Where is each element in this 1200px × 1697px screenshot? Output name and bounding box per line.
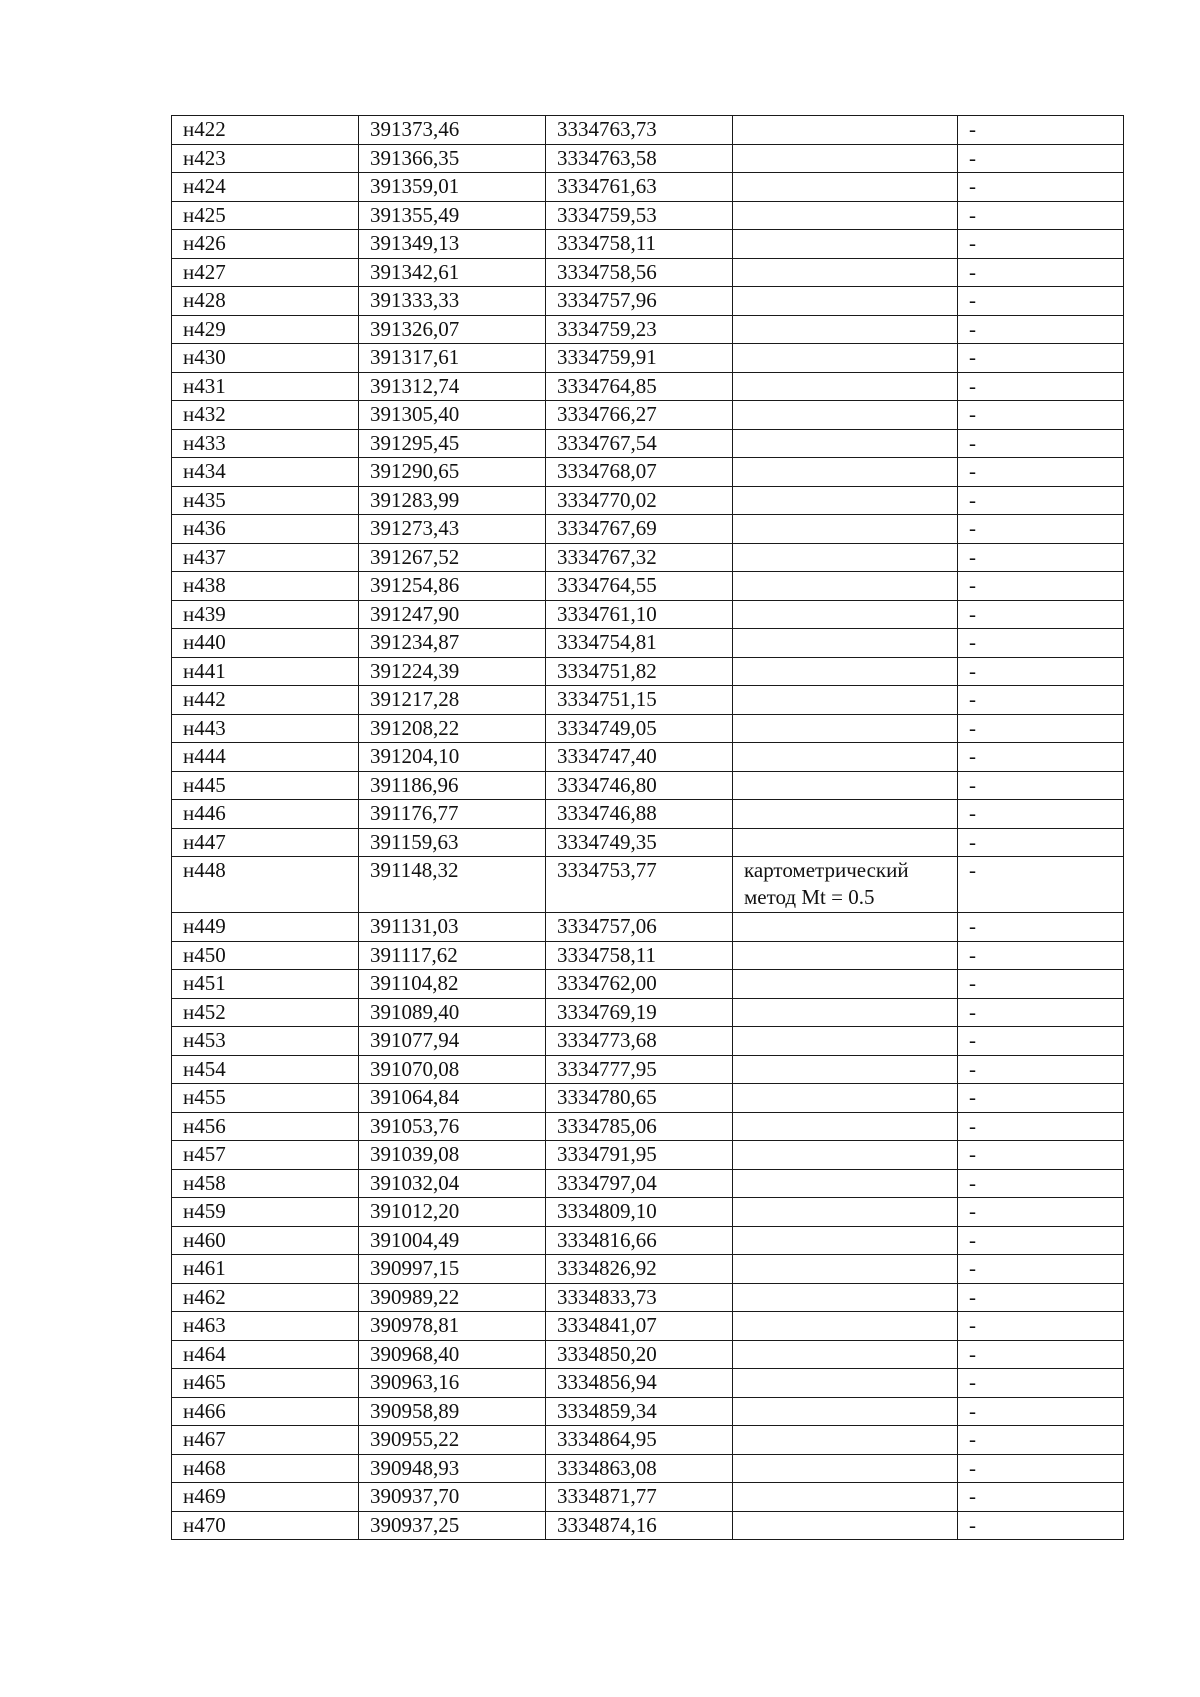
method-cell	[733, 401, 958, 430]
note-cell: -	[958, 1141, 1124, 1170]
point-name-cell: н422	[172, 116, 359, 145]
y-coordinate-cell: 3334816,66	[546, 1226, 733, 1255]
y-coordinate-cell: 3334759,91	[546, 344, 733, 373]
note-cell: -	[958, 1340, 1124, 1369]
table-row	[172, 998, 1124, 1027]
y-coordinate-cell: 3334747,40	[546, 743, 733, 772]
table-row	[172, 657, 1124, 686]
x-coordinate-cell: 391312,74	[359, 372, 546, 401]
y-coordinate-cell: 3334833,73	[546, 1283, 733, 1312]
point-name-cell: н428	[172, 287, 359, 316]
note-cell: -	[958, 344, 1124, 373]
y-coordinate-cell: 3334864,95	[546, 1426, 733, 1455]
method-cell	[733, 486, 958, 515]
table-row	[172, 201, 1124, 230]
x-coordinate-cell: 391077,94	[359, 1027, 546, 1056]
table-row	[172, 1454, 1124, 1483]
point-name-cell: н439	[172, 600, 359, 629]
x-coordinate-cell: 391131,03	[359, 913, 546, 942]
point-name-cell: н432	[172, 401, 359, 430]
x-coordinate-cell: 390963,16	[359, 1369, 546, 1398]
table-row	[172, 1511, 1124, 1540]
x-coordinate-cell: 391305,40	[359, 401, 546, 430]
x-coordinate-cell: 391148,32	[359, 857, 546, 913]
y-coordinate-cell: 3334749,35	[546, 828, 733, 857]
y-coordinate-cell: 3334769,19	[546, 998, 733, 1027]
method-cell: картометрический метод Mt = 0.5	[733, 857, 958, 913]
y-coordinate-cell: 3334753,77	[546, 857, 733, 913]
table-row	[172, 913, 1124, 942]
method-cell	[733, 1340, 958, 1369]
x-coordinate-cell: 391267,52	[359, 543, 546, 572]
table-row	[172, 857, 1124, 913]
point-name-cell: н466	[172, 1397, 359, 1426]
x-coordinate-cell: 390955,22	[359, 1426, 546, 1455]
method-cell	[733, 1027, 958, 1056]
note-cell: -	[958, 401, 1124, 430]
x-coordinate-cell: 390978,81	[359, 1312, 546, 1341]
table-row	[172, 429, 1124, 458]
note-cell: -	[958, 1454, 1124, 1483]
method-cell	[733, 998, 958, 1027]
note-cell: -	[958, 429, 1124, 458]
y-coordinate-cell: 3334746,88	[546, 800, 733, 829]
point-name-cell: н465	[172, 1369, 359, 1398]
note-cell: -	[958, 686, 1124, 715]
method-cell	[733, 828, 958, 857]
note-cell: -	[958, 828, 1124, 857]
y-coordinate-cell: 3334764,55	[546, 572, 733, 601]
point-name-cell: н424	[172, 173, 359, 202]
y-coordinate-cell: 3334767,54	[546, 429, 733, 458]
y-coordinate-cell: 3334785,06	[546, 1112, 733, 1141]
x-coordinate-cell: 391159,63	[359, 828, 546, 857]
table-row	[172, 970, 1124, 999]
x-coordinate-cell: 390968,40	[359, 1340, 546, 1369]
note-cell: -	[958, 1511, 1124, 1540]
x-coordinate-cell: 390958,89	[359, 1397, 546, 1426]
point-name-cell: н446	[172, 800, 359, 829]
method-cell	[733, 743, 958, 772]
method-cell	[733, 144, 958, 173]
x-coordinate-cell: 391089,40	[359, 998, 546, 1027]
method-cell	[733, 913, 958, 942]
method-cell	[733, 458, 958, 487]
x-coordinate-cell: 391032,04	[359, 1169, 546, 1198]
y-coordinate-cell: 3334777,95	[546, 1055, 733, 1084]
y-coordinate-cell: 3334759,23	[546, 315, 733, 344]
table-row	[172, 1369, 1124, 1398]
note-cell: -	[958, 486, 1124, 515]
y-coordinate-cell: 3334863,08	[546, 1454, 733, 1483]
y-coordinate-cell: 3334758,11	[546, 230, 733, 259]
x-coordinate-cell: 391104,82	[359, 970, 546, 999]
point-name-cell: н440	[172, 629, 359, 658]
y-coordinate-cell: 3334757,06	[546, 913, 733, 942]
note-cell: -	[958, 629, 1124, 658]
y-coordinate-cell: 3334764,85	[546, 372, 733, 401]
note-cell: -	[958, 458, 1124, 487]
y-coordinate-cell: 3334751,82	[546, 657, 733, 686]
note-cell: -	[958, 201, 1124, 230]
y-coordinate-cell: 3334767,69	[546, 515, 733, 544]
x-coordinate-cell: 390937,70	[359, 1483, 546, 1512]
method-cell	[733, 970, 958, 999]
method-cell	[733, 1511, 958, 1540]
note-cell: -	[958, 600, 1124, 629]
point-name-cell: н470	[172, 1511, 359, 1540]
x-coordinate-cell: 391283,99	[359, 486, 546, 515]
point-name-cell: н458	[172, 1169, 359, 1198]
y-coordinate-cell: 3334841,07	[546, 1312, 733, 1341]
y-coordinate-cell: 3334850,20	[546, 1340, 733, 1369]
point-name-cell: н437	[172, 543, 359, 572]
point-name-cell: н434	[172, 458, 359, 487]
point-name-cell: н445	[172, 771, 359, 800]
table-row	[172, 173, 1124, 202]
y-coordinate-cell: 3334874,16	[546, 1511, 733, 1540]
method-cell	[733, 1084, 958, 1113]
note-cell: -	[958, 1198, 1124, 1227]
note-cell: -	[958, 970, 1124, 999]
x-coordinate-cell: 391373,46	[359, 116, 546, 145]
table-row	[172, 1169, 1124, 1198]
point-name-cell: н438	[172, 572, 359, 601]
x-coordinate-cell: 391064,84	[359, 1084, 546, 1113]
point-name-cell: н425	[172, 201, 359, 230]
x-coordinate-cell: 391273,43	[359, 515, 546, 544]
point-name-cell: н457	[172, 1141, 359, 1170]
note-cell: -	[958, 1055, 1124, 1084]
method-cell	[733, 1426, 958, 1455]
note-cell: -	[958, 1397, 1124, 1426]
y-coordinate-cell: 3334859,34	[546, 1397, 733, 1426]
point-name-cell: н431	[172, 372, 359, 401]
method-cell	[733, 372, 958, 401]
point-name-cell: н447	[172, 828, 359, 857]
y-coordinate-cell: 3334766,27	[546, 401, 733, 430]
y-coordinate-cell: 3334759,53	[546, 201, 733, 230]
table-row	[172, 543, 1124, 572]
method-cell	[733, 1112, 958, 1141]
table-row	[172, 458, 1124, 487]
note-cell: -	[958, 1027, 1124, 1056]
note-cell: -	[958, 116, 1124, 145]
y-coordinate-cell: 3334758,11	[546, 941, 733, 970]
method-cell	[733, 116, 958, 145]
method-cell	[733, 173, 958, 202]
note-cell: -	[958, 1483, 1124, 1512]
method-cell	[733, 515, 958, 544]
method-cell	[733, 1312, 958, 1341]
table-row	[172, 1141, 1124, 1170]
table-row	[172, 401, 1124, 430]
method-cell	[733, 1454, 958, 1483]
x-coordinate-cell: 391204,10	[359, 743, 546, 772]
y-coordinate-cell: 3334791,95	[546, 1141, 733, 1170]
x-coordinate-cell: 391326,07	[359, 315, 546, 344]
y-coordinate-cell: 3334797,04	[546, 1169, 733, 1198]
table-row	[172, 287, 1124, 316]
table-row	[172, 1312, 1124, 1341]
note-cell: -	[958, 1312, 1124, 1341]
table-row	[172, 743, 1124, 772]
table-row	[172, 629, 1124, 658]
x-coordinate-cell: 391176,77	[359, 800, 546, 829]
y-coordinate-cell: 3334763,73	[546, 116, 733, 145]
x-coordinate-cell: 391217,28	[359, 686, 546, 715]
method-cell	[733, 800, 958, 829]
coordinates-table-body	[172, 116, 1124, 1540]
note-cell: -	[958, 173, 1124, 202]
point-name-cell: н463	[172, 1312, 359, 1341]
table-row	[172, 1283, 1124, 1312]
note-cell: -	[958, 800, 1124, 829]
method-cell	[733, 771, 958, 800]
x-coordinate-cell: 391247,90	[359, 600, 546, 629]
coordinates-table	[171, 115, 1124, 1540]
method-cell	[733, 686, 958, 715]
point-name-cell: н429	[172, 315, 359, 344]
table-row	[172, 116, 1124, 145]
note-cell: -	[958, 572, 1124, 601]
x-coordinate-cell: 390937,25	[359, 1511, 546, 1540]
note-cell: -	[958, 998, 1124, 1027]
note-cell: -	[958, 258, 1124, 287]
point-name-cell: н449	[172, 913, 359, 942]
x-coordinate-cell: 391295,45	[359, 429, 546, 458]
point-name-cell: н459	[172, 1198, 359, 1227]
method-cell	[733, 230, 958, 259]
point-name-cell: н452	[172, 998, 359, 1027]
table-row	[172, 1340, 1124, 1369]
y-coordinate-cell: 3334780,65	[546, 1084, 733, 1113]
x-coordinate-cell: 391254,86	[359, 572, 546, 601]
note-cell: -	[958, 771, 1124, 800]
y-coordinate-cell: 3334856,94	[546, 1369, 733, 1398]
note-cell: -	[958, 543, 1124, 572]
method-cell	[733, 315, 958, 344]
y-coordinate-cell: 3334773,68	[546, 1027, 733, 1056]
x-coordinate-cell: 391234,87	[359, 629, 546, 658]
point-name-cell: н448	[172, 857, 359, 913]
table-row	[172, 144, 1124, 173]
point-name-cell: н453	[172, 1027, 359, 1056]
table-row	[172, 828, 1124, 857]
point-name-cell: н450	[172, 941, 359, 970]
x-coordinate-cell: 391117,62	[359, 941, 546, 970]
table-row	[172, 714, 1124, 743]
table-row	[172, 1397, 1124, 1426]
x-coordinate-cell: 391208,22	[359, 714, 546, 743]
x-coordinate-cell: 391359,01	[359, 173, 546, 202]
table-row	[172, 1055, 1124, 1084]
method-cell	[733, 1169, 958, 1198]
method-cell	[733, 657, 958, 686]
method-cell	[733, 714, 958, 743]
point-name-cell: н460	[172, 1226, 359, 1255]
note-cell: -	[958, 941, 1124, 970]
x-coordinate-cell: 391012,20	[359, 1198, 546, 1227]
point-name-cell: н461	[172, 1255, 359, 1284]
note-cell: -	[958, 657, 1124, 686]
method-cell	[733, 572, 958, 601]
x-coordinate-cell: 391004,49	[359, 1226, 546, 1255]
note-cell: -	[958, 1226, 1124, 1255]
table-row	[172, 258, 1124, 287]
table-row	[172, 1226, 1124, 1255]
method-cell	[733, 1397, 958, 1426]
y-coordinate-cell: 3334763,58	[546, 144, 733, 173]
x-coordinate-cell: 390997,15	[359, 1255, 546, 1284]
method-cell	[733, 258, 958, 287]
x-coordinate-cell: 391366,35	[359, 144, 546, 173]
y-coordinate-cell: 3334757,96	[546, 287, 733, 316]
note-cell: -	[958, 515, 1124, 544]
table-row	[172, 800, 1124, 829]
y-coordinate-cell: 3334749,05	[546, 714, 733, 743]
note-cell: -	[958, 1283, 1124, 1312]
x-coordinate-cell: 391039,08	[359, 1141, 546, 1170]
note-cell: -	[958, 857, 1124, 913]
table-row	[172, 600, 1124, 629]
point-name-cell: н427	[172, 258, 359, 287]
y-coordinate-cell: 3334754,81	[546, 629, 733, 658]
table-row	[172, 1426, 1124, 1455]
method-cell	[733, 344, 958, 373]
method-cell	[733, 1226, 958, 1255]
method-cell	[733, 201, 958, 230]
method-cell	[733, 1369, 958, 1398]
note-cell: -	[958, 913, 1124, 942]
table-row	[172, 1112, 1124, 1141]
method-cell	[733, 1255, 958, 1284]
y-coordinate-cell: 3334761,63	[546, 173, 733, 202]
note-cell: -	[958, 1112, 1124, 1141]
x-coordinate-cell: 391342,61	[359, 258, 546, 287]
table-row	[172, 315, 1124, 344]
note-cell: -	[958, 287, 1124, 316]
x-coordinate-cell: 391053,76	[359, 1112, 546, 1141]
point-name-cell: н436	[172, 515, 359, 544]
table-row	[172, 344, 1124, 373]
x-coordinate-cell: 391355,49	[359, 201, 546, 230]
table-row	[172, 230, 1124, 259]
point-name-cell: н468	[172, 1454, 359, 1483]
point-name-cell: н430	[172, 344, 359, 373]
y-coordinate-cell: 3334761,10	[546, 600, 733, 629]
point-name-cell: н469	[172, 1483, 359, 1512]
point-name-cell: н464	[172, 1340, 359, 1369]
table-row	[172, 686, 1124, 715]
point-name-cell: н467	[172, 1426, 359, 1455]
table-row	[172, 771, 1124, 800]
method-cell	[733, 1483, 958, 1512]
point-name-cell: н443	[172, 714, 359, 743]
point-name-cell: н462	[172, 1283, 359, 1312]
note-cell: -	[958, 1255, 1124, 1284]
point-name-cell: н454	[172, 1055, 359, 1084]
note-cell: -	[958, 1369, 1124, 1398]
point-name-cell: н455	[172, 1084, 359, 1113]
note-cell: -	[958, 1426, 1124, 1455]
x-coordinate-cell: 391070,08	[359, 1055, 546, 1084]
method-cell	[733, 941, 958, 970]
note-cell: -	[958, 144, 1124, 173]
method-cell	[733, 1141, 958, 1170]
point-name-cell: н442	[172, 686, 359, 715]
x-coordinate-cell: 390948,93	[359, 1454, 546, 1483]
y-coordinate-cell: 3334758,56	[546, 258, 733, 287]
table-row	[172, 1255, 1124, 1284]
table-row	[172, 486, 1124, 515]
table-row	[172, 1198, 1124, 1227]
y-coordinate-cell: 3334751,15	[546, 686, 733, 715]
table-row	[172, 1483, 1124, 1512]
point-name-cell: н441	[172, 657, 359, 686]
note-cell: -	[958, 743, 1124, 772]
y-coordinate-cell: 3334770,02	[546, 486, 733, 515]
point-name-cell: н423	[172, 144, 359, 173]
table-row	[172, 515, 1124, 544]
note-cell: -	[958, 372, 1124, 401]
y-coordinate-cell: 3334809,10	[546, 1198, 733, 1227]
y-coordinate-cell: 3334826,92	[546, 1255, 733, 1284]
method-cell	[733, 1283, 958, 1312]
x-coordinate-cell: 391290,65	[359, 458, 546, 487]
table-row	[172, 1027, 1124, 1056]
point-name-cell: н426	[172, 230, 359, 259]
method-cell	[733, 287, 958, 316]
point-name-cell: н435	[172, 486, 359, 515]
y-coordinate-cell: 3334767,32	[546, 543, 733, 572]
note-cell: -	[958, 315, 1124, 344]
table-row	[172, 572, 1124, 601]
note-cell: -	[958, 714, 1124, 743]
table-row	[172, 372, 1124, 401]
method-cell	[733, 429, 958, 458]
note-cell: -	[958, 1169, 1124, 1198]
y-coordinate-cell: 3334762,00	[546, 970, 733, 999]
method-cell	[733, 1198, 958, 1227]
note-cell: -	[958, 1084, 1124, 1113]
point-name-cell: н456	[172, 1112, 359, 1141]
x-coordinate-cell: 391333,33	[359, 287, 546, 316]
y-coordinate-cell: 3334871,77	[546, 1483, 733, 1512]
method-cell	[733, 1055, 958, 1084]
x-coordinate-cell: 390989,22	[359, 1283, 546, 1312]
method-cell	[733, 600, 958, 629]
point-name-cell: н444	[172, 743, 359, 772]
table-row	[172, 941, 1124, 970]
method-cell	[733, 543, 958, 572]
x-coordinate-cell: 391224,39	[359, 657, 546, 686]
method-cell	[733, 629, 958, 658]
note-cell: -	[958, 230, 1124, 259]
point-name-cell: н433	[172, 429, 359, 458]
x-coordinate-cell: 391186,96	[359, 771, 546, 800]
y-coordinate-cell: 3334746,80	[546, 771, 733, 800]
point-name-cell: н451	[172, 970, 359, 999]
table-row	[172, 1084, 1124, 1113]
x-coordinate-cell: 391317,61	[359, 344, 546, 373]
y-coordinate-cell: 3334768,07	[546, 458, 733, 487]
x-coordinate-cell: 391349,13	[359, 230, 546, 259]
